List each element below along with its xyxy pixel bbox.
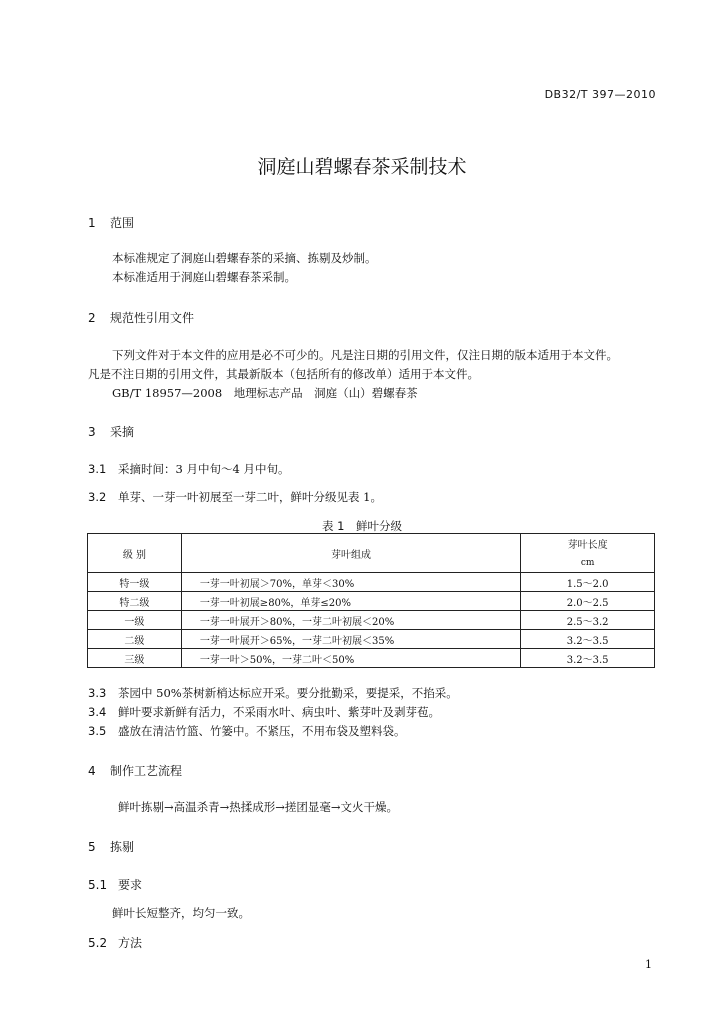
header-unit: cm <box>521 553 655 573</box>
section-number: 1 <box>88 216 96 230</box>
cell-grade: 特一级 <box>88 573 182 592</box>
section-heading-1 <box>88 214 134 231</box>
cell-length: 3.2～3.5 <box>521 649 655 668</box>
cell-composition: 一芽一叶＞50%，一芽二叶＜50% <box>181 649 520 668</box>
clause-3-3 <box>88 685 458 701</box>
clause-number: 5.2 <box>88 936 108 950</box>
clause-3-2 <box>88 489 382 505</box>
page-number: 1 <box>645 958 652 971</box>
cell-composition: 一芽一叶初展≥80%，单芽≤20% <box>181 592 520 611</box>
clause-number: 3.2 <box>88 490 107 504</box>
section-number: 5 <box>88 840 96 854</box>
table-row <box>88 611 655 630</box>
paragraph: 鲜叶长短整齐，均匀一致。 <box>112 906 250 920</box>
section-number: 2 <box>88 311 96 325</box>
paragraph: 本标准规定了洞庭山碧螺春茶的采摘、拣剔及炒制。 <box>112 251 377 265</box>
paragraph: 下列文件对于本文件的应用是必不可少的。凡是注日期的引用文件，仅注日期的版本适用于本文件。 <box>112 348 618 362</box>
table-row <box>88 630 655 649</box>
section-heading-2 <box>88 309 194 326</box>
clause-3-4 <box>88 704 440 720</box>
clause-text: 单芽、一芽一叶初展至一芽二叶，鲜叶分级见表 1。 <box>118 490 382 504</box>
clause-number: 3.4 <box>88 705 107 719</box>
paragraph: 本标准适用于洞庭山碧螺春茶采制。 <box>112 270 296 284</box>
clause-number: 5.1 <box>88 878 108 892</box>
cell-composition: 一芽一叶展开＞65%，一芽二叶初展＜35% <box>181 630 520 649</box>
table-row <box>88 592 655 611</box>
clause-title: 要求 <box>118 878 143 892</box>
cell-composition: 一芽一叶初展＞70%，单芽＜30% <box>181 573 520 592</box>
clause-5-1-heading <box>88 876 142 893</box>
normative-reference: GB/T 18957—2008 地理标志产品 洞庭（山）碧螺春茶 <box>112 386 418 400</box>
cell-length: 2.0～2.5 <box>521 592 655 611</box>
process-flow: 鲜叶拣剔→高温杀青→热揉成形→搓团显毫→文火干燥。 <box>118 800 399 814</box>
document-number: DB32/T 397—2010 <box>544 88 656 101</box>
cell-composition: 一芽一叶展开＞80%，一芽二叶初展＜20% <box>181 611 520 630</box>
clause-3-1 <box>88 461 289 477</box>
clause-text: 采摘时间：3 月中旬～4 月中旬。 <box>118 462 290 476</box>
clause-title: 方法 <box>118 936 143 950</box>
header-grade: 级 别 <box>88 534 182 573</box>
section-title: 范围 <box>110 216 135 230</box>
clause-text: 盛放在清洁竹篮、竹篓中。不紧压，不用布袋及塑料袋。 <box>118 724 406 738</box>
grading-table <box>87 533 655 668</box>
clause-number: 3.3 <box>88 686 107 700</box>
section-heading-4 <box>88 762 182 779</box>
clause-number: 3.5 <box>88 724 107 738</box>
table-caption: 表 1 鲜叶分级 <box>322 519 402 533</box>
header-length: 芽叶长度 <box>521 534 655 554</box>
clause-3-5 <box>88 723 406 739</box>
clause-text: 茶园中 50%茶树新梢达标应开采。要分批勤采，要提采，不掐采。 <box>118 686 458 700</box>
table-row <box>88 649 655 668</box>
section-title: 规范性引用文件 <box>110 311 195 325</box>
section-number: 3 <box>88 425 96 439</box>
table-row <box>88 573 655 592</box>
document-title: 洞庭山碧螺春茶采制技术 <box>257 156 467 178</box>
section-title: 拣剔 <box>110 840 135 854</box>
section-title: 制作工艺流程 <box>110 764 183 778</box>
cell-length: 3.2～3.5 <box>521 630 655 649</box>
cell-grade: 二级 <box>88 630 182 649</box>
clause-text: 鲜叶要求新鲜有活力，不采雨水叶、病虫叶、紫芽叶及剥芽苞。 <box>118 705 440 719</box>
section-number: 4 <box>88 764 96 778</box>
clause-number: 3.1 <box>88 462 107 476</box>
cell-length: 2.5～3.2 <box>521 611 655 630</box>
section-heading-3 <box>88 423 134 440</box>
cell-grade: 特二级 <box>88 592 182 611</box>
section-heading-5 <box>88 838 134 855</box>
clause-5-2-heading <box>88 934 142 951</box>
cell-grade: 三级 <box>88 649 182 668</box>
cell-grade: 一级 <box>88 611 182 630</box>
section-title: 采摘 <box>110 425 135 439</box>
paragraph: 凡是不注日期的引用文件，其最新版本（包括所有的修改单）适用于本文件。 <box>88 367 479 381</box>
header-composition: 芽叶组成 <box>181 534 520 573</box>
cell-length: 1.5～2.0 <box>521 573 655 592</box>
